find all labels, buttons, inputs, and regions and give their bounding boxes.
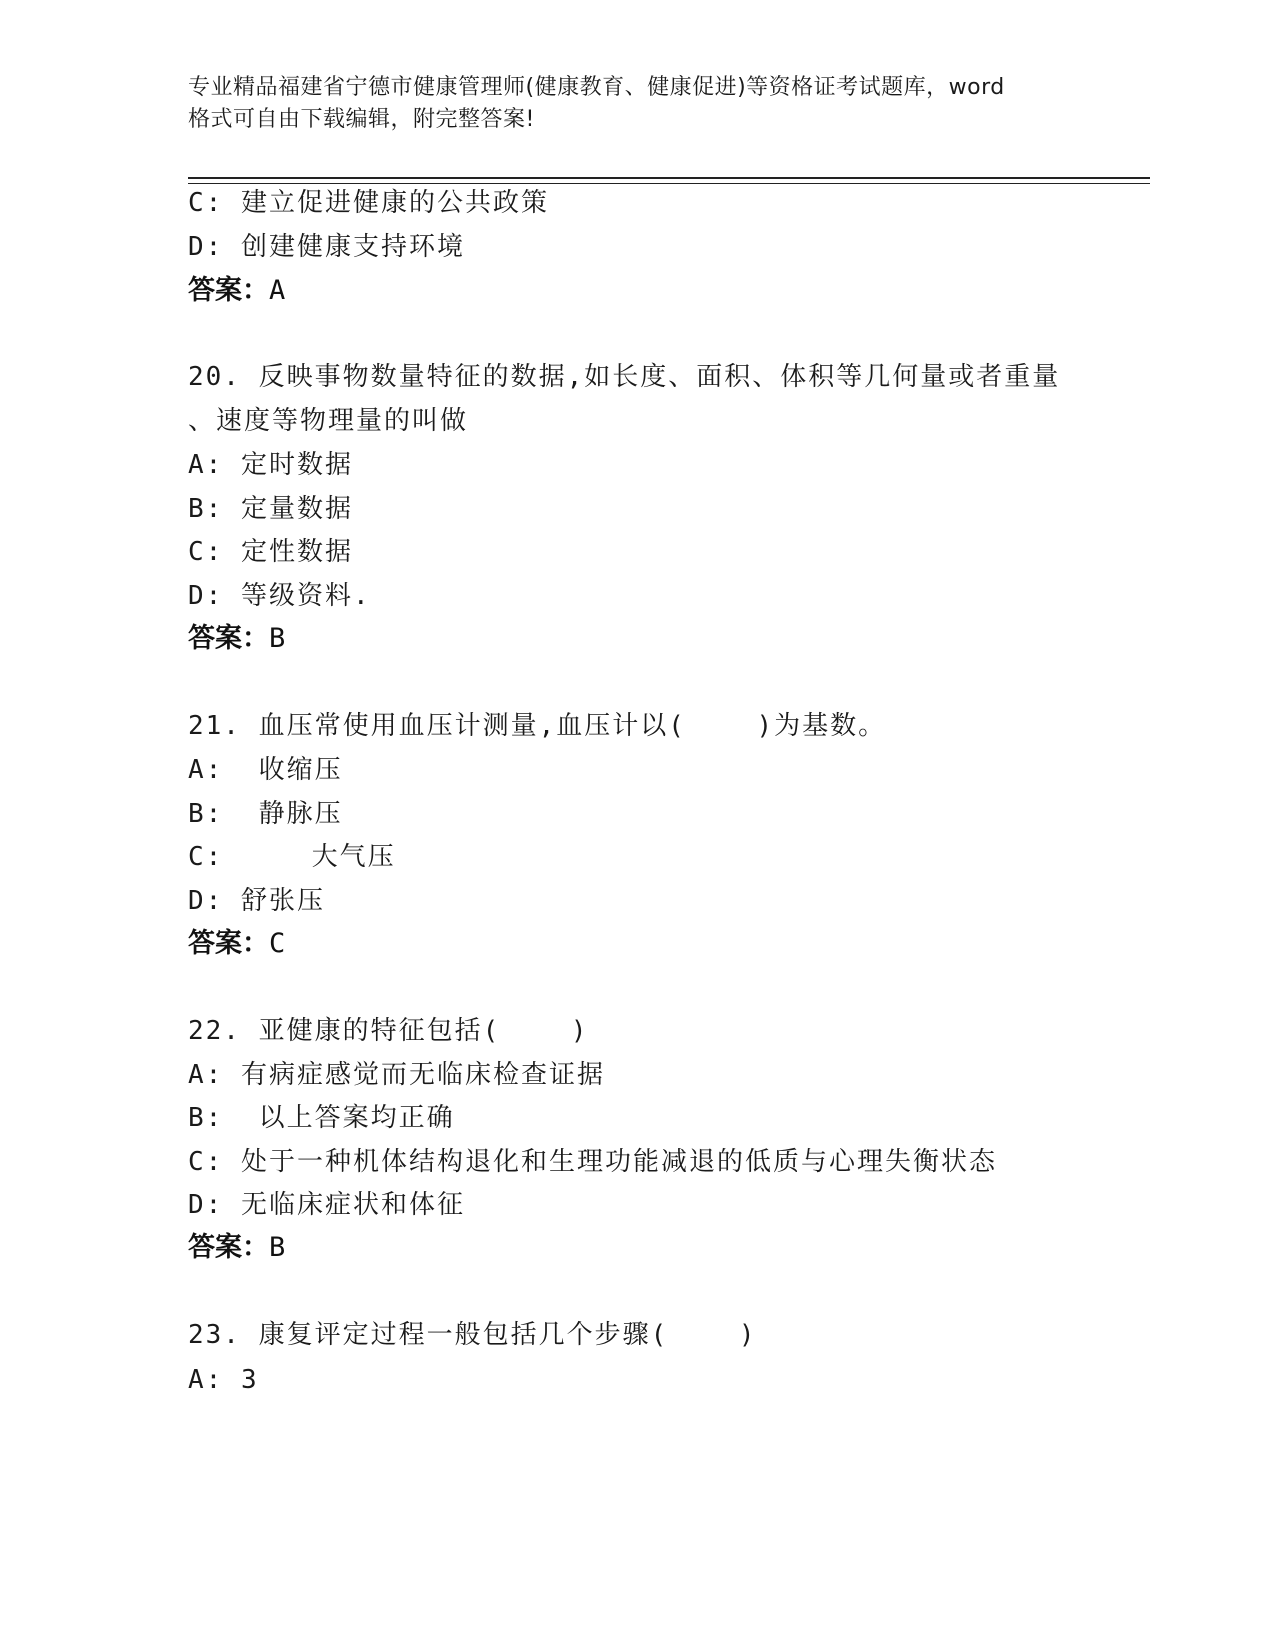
q21-answer — [188, 927, 285, 961]
header-line-1: 专业精品福建省宁德市健康管理师(健康教育、健康促进)等资格证考试题库，word — [188, 75, 1005, 100]
q23-option-a: A: 3 — [188, 1365, 259, 1395]
header-line-2: 格式可自由下载编辑，附完整答案! — [188, 107, 535, 132]
q22-option-d: D: 无临床症状和体征 — [188, 1190, 465, 1220]
q20-stem-line-2: 、速度等物理量的叫做 — [188, 406, 469, 436]
q22-answer — [188, 1231, 285, 1265]
q22-option-a: A: 有病症感觉而无临床检查证据 — [188, 1060, 605, 1090]
q23-stem: 23. 康复评定过程一般包括几个步骤( ) — [188, 1320, 757, 1350]
answer-value: B — [269, 623, 286, 654]
q21-option-b: B: 静脉压 — [188, 799, 343, 829]
answer-value: B — [269, 1232, 286, 1263]
answer-label: 答案： — [188, 275, 269, 306]
answer-value: C — [269, 928, 286, 959]
answer-label: 答案： — [188, 928, 269, 959]
q20-option-b: B: 定量数据 — [188, 494, 353, 524]
q20-answer — [188, 622, 285, 656]
q19-option-c: C: 建立促进健康的公共政策 — [188, 188, 549, 218]
q21-stem: 21. 血压常使用血压计测量,血压计以( )为基数。 — [188, 711, 887, 741]
q20-option-d: D: 等级资料. — [188, 581, 371, 611]
answer-value: A — [269, 275, 286, 306]
header-divider-thick — [188, 177, 1150, 179]
q19-answer — [188, 274, 285, 308]
q21-option-c: C: 大气压 — [188, 842, 396, 872]
q22-option-b: B: 以上答案均正确 — [188, 1103, 455, 1133]
q22-option-c: C: 处于一种机体结构退化和生理功能减退的低质与心理失衡状态 — [188, 1147, 997, 1177]
answer-label: 答案： — [188, 623, 269, 654]
q20-option-c: C: 定性数据 — [188, 537, 353, 567]
q21-option-a: A: 收缩压 — [188, 755, 343, 785]
document-header — [188, 72, 1088, 136]
answer-label: 答案： — [188, 1232, 269, 1263]
q20-option-a: A: 定时数据 — [188, 450, 353, 480]
q21-option-d: D: 舒张压 — [188, 886, 325, 916]
q22-stem: 22. 亚健康的特征包括( ) — [188, 1016, 589, 1046]
q20-stem-line-1: 20. 反映事物数量特征的数据,如长度、面积、体积等几何量或者重量 — [188, 362, 1061, 392]
q19-option-d: D: 创建健康支持环境 — [188, 232, 465, 262]
header-divider-thin — [188, 183, 1150, 184]
